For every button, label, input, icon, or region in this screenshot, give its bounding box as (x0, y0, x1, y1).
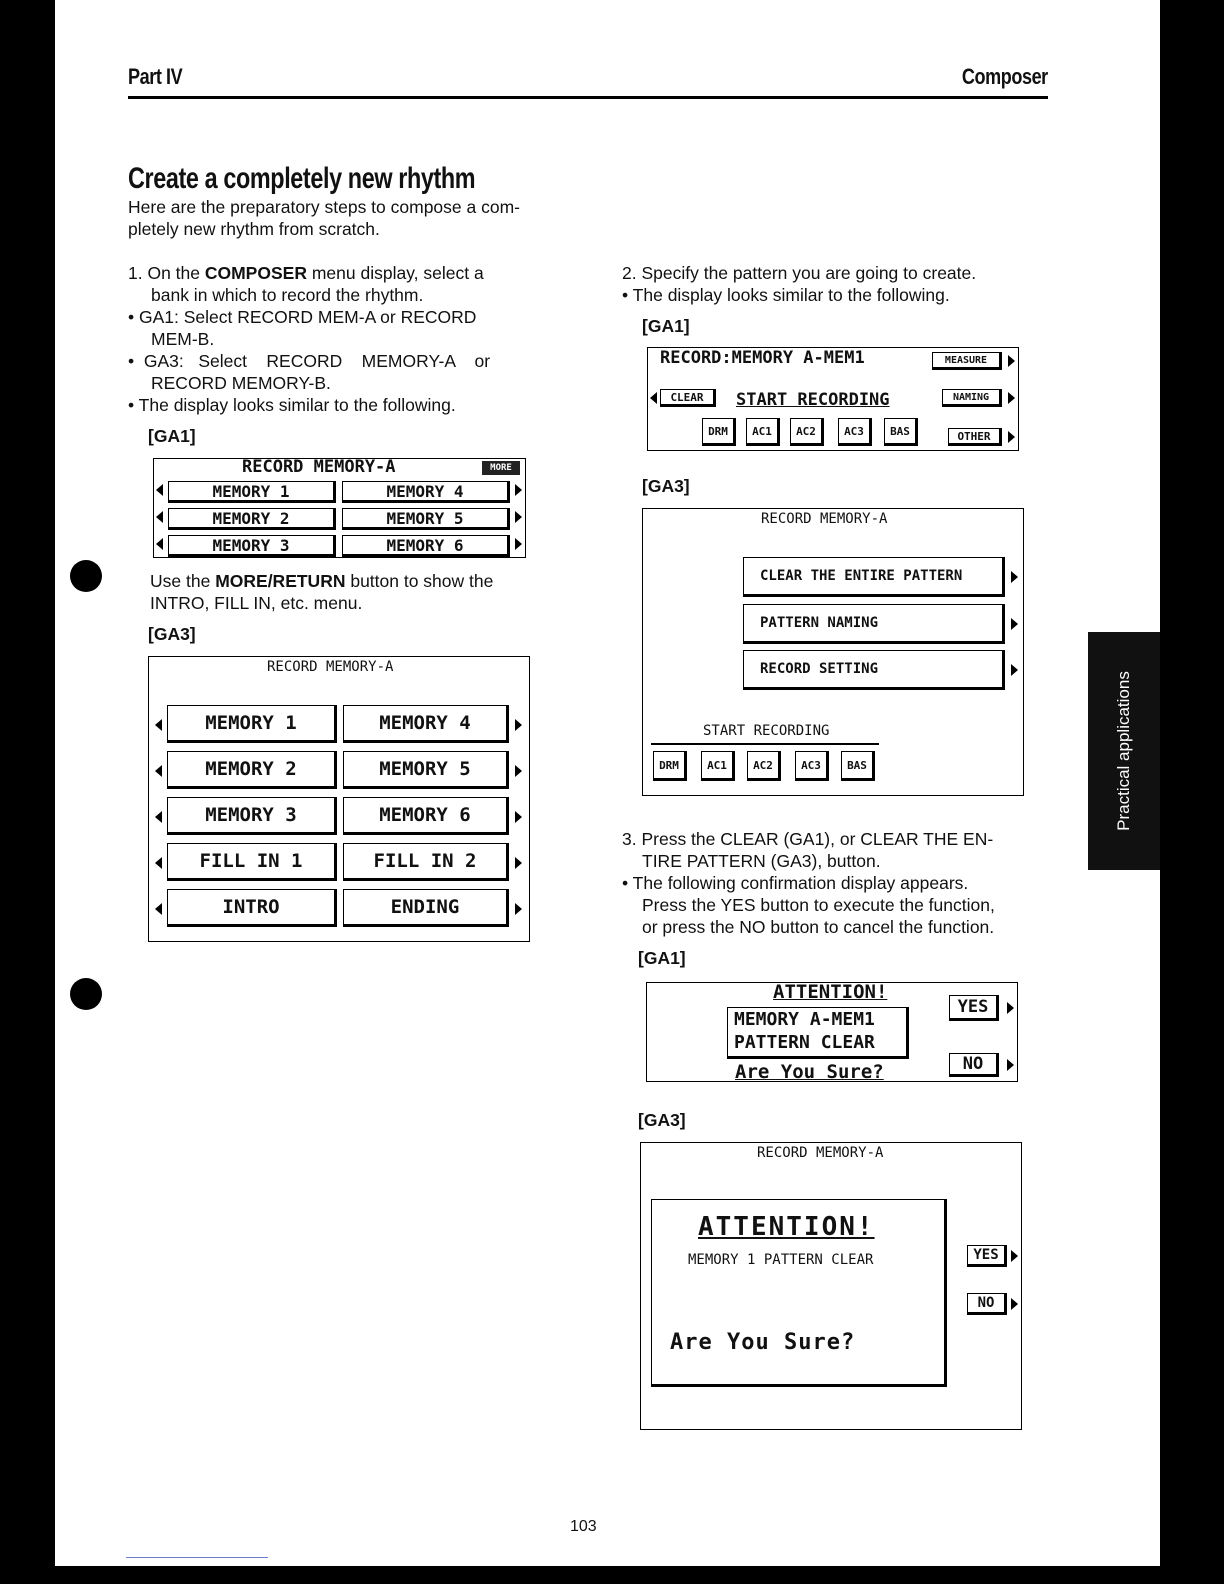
ga1-start-recording: START RECORDING (736, 390, 890, 410)
ga1-memory-display (153, 458, 526, 558)
ga1-attention-question: Are You Sure? (735, 1061, 884, 1083)
step3-line-1: 3. Press the CLEAR (GA1), or CLEAR THE EN- (622, 829, 994, 849)
ga3-rec-arrow-1 (1011, 571, 1018, 583)
ga3-arrow-right-4 (515, 857, 522, 869)
ga3-rec-arrow-3 (1011, 664, 1018, 676)
ga3-attention-display (640, 1142, 1022, 1430)
clear-button[interactable]: CLEAR (660, 389, 716, 407)
naming-arrow (1008, 392, 1015, 404)
ga3-memory-1-button[interactable]: MEMORY 1 (167, 705, 337, 743)
ga1-part-ac1-button[interactable]: AC1 (746, 418, 780, 446)
ga3-yes-arrow (1011, 1250, 1018, 1262)
ga1-memory-2-button[interactable]: MEMORY 2 (168, 508, 336, 530)
label-ga3-mem: [GA3] (148, 624, 196, 644)
ga3-arrow-left-1 (155, 719, 162, 731)
ga1-mem-title: RECORD MEMORY-A (242, 457, 396, 477)
ga3-part-bas-button[interactable]: BAS (841, 751, 875, 781)
ga1-no-arrow (1007, 1059, 1014, 1071)
ga3-attention-question: Are You Sure? (670, 1330, 856, 1355)
binder-hole-top (70, 560, 102, 592)
ga3-start-recording: START RECORDING (703, 723, 830, 739)
ga3-attention-message: MEMORY 1 PATTERN CLEAR (688, 1252, 874, 1268)
ga1-yes-button[interactable]: YES (949, 995, 999, 1021)
ga3-memory-3-button[interactable]: MEMORY 3 (167, 797, 337, 835)
ga1-arrow-left-1 (156, 484, 163, 496)
record-setting-button[interactable]: RECORD SETTING (743, 650, 1005, 690)
ga3-part-ac1-button[interactable]: AC1 (701, 751, 735, 781)
ga3-arrow-right-3 (515, 811, 522, 823)
ga3-no-arrow (1011, 1298, 1018, 1310)
label-ga1-rec: [GA1] (642, 316, 690, 336)
ga3-arrow-left-5 (155, 903, 162, 915)
chapter-side-tab (1088, 632, 1160, 870)
pattern-naming-button[interactable]: PATTERN NAMING (743, 604, 1005, 644)
label-ga1-att: [GA1] (638, 948, 686, 968)
clear-entire-pattern-button[interactable]: CLEAR THE ENTIRE PATTERN (743, 557, 1005, 597)
more-button[interactable]: MORE (482, 461, 520, 475)
measure-button[interactable]: MEASURE (932, 352, 1002, 370)
ga1-arrow-left-2 (156, 511, 163, 523)
ga1-arrow-right-1 (515, 484, 522, 496)
ga1-yes-arrow (1007, 1002, 1014, 1014)
ga3-arrow-left-3 (155, 811, 162, 823)
ga1-attention-line-1: MEMORY A-MEM1 (734, 1009, 875, 1030)
ga1-part-drm-button[interactable]: DRM (702, 418, 736, 446)
scan-line-artifact (126, 1557, 268, 1558)
ga3-rec-arrow-2 (1011, 618, 1018, 630)
ga3-memory-display (148, 656, 530, 942)
ga3-arrow-right-2 (515, 765, 522, 777)
ga3-arrow-right-1 (515, 719, 522, 731)
ga1-attention-display (646, 982, 1018, 1082)
ga3-arrow-left-4 (155, 857, 162, 869)
ga3-rec-title: RECORD MEMORY-A (761, 511, 888, 527)
ga1-attention-title: ATTENTION! (773, 981, 888, 1003)
header-chapter: Composer (962, 64, 1048, 89)
step1-line-7: • The display looks similar to the following. (128, 395, 456, 415)
page-number: 103 (570, 1518, 597, 1535)
scan-edge-bottom (0, 1566, 1224, 1584)
ga1-attention-message-box (727, 1007, 909, 1059)
ga1-arrow-right-3 (515, 538, 522, 550)
ga3-intro-button[interactable]: INTRO (167, 889, 337, 927)
intro-line-2: pletely new rhythm from scratch. (128, 219, 380, 239)
ga3-att-title: RECORD MEMORY-A (757, 1145, 884, 1161)
naming-button[interactable]: NAMING (942, 389, 1002, 407)
ga3-fill-in-2-button[interactable]: FILL IN 2 (343, 843, 509, 881)
other-button[interactable]: OTHER (948, 428, 1002, 446)
step1-line-1: 1. On the COMPOSER menu display, select a (128, 263, 484, 283)
step2-line-1: 2. Specify the pattern you are going to create. (622, 263, 977, 283)
ga3-attention-heading: ATTENTION! (698, 1212, 875, 1242)
label-ga3-att: [GA3] (638, 1110, 686, 1130)
ga3-no-button[interactable]: NO (967, 1293, 1007, 1315)
ga1-attention-line-2: PATTERN CLEAR (734, 1032, 875, 1053)
binder-hole-bottom (70, 978, 102, 1010)
ga3-memory-6-button[interactable]: MEMORY 6 (343, 797, 509, 835)
measure-arrow (1008, 355, 1015, 367)
ga3-memory-4-button[interactable]: MEMORY 4 (343, 705, 509, 743)
step3-line-3: • The following confirmation display appears. (622, 873, 969, 893)
ga1-record-display (647, 347, 1019, 451)
ga3-part-drm-button[interactable]: DRM (653, 751, 687, 781)
side-tab-label: Practical applications (1114, 671, 1133, 831)
label-ga1-mem: [GA1] (148, 426, 196, 446)
ga1-memory-1-button[interactable]: MEMORY 1 (168, 481, 336, 503)
more-note-line-1: Use the MORE/RETURN button to show the (150, 571, 494, 591)
label-ga3-rec: [GA3] (642, 476, 690, 496)
ga3-mem-title: RECORD MEMORY-A (267, 659, 394, 675)
step3-line-4: Press the YES button to execute the function, (642, 895, 995, 915)
ga3-yes-button[interactable]: YES (967, 1245, 1007, 1267)
start-recording-rule (651, 743, 879, 745)
step3-line-2: TIRE PATTERN (GA3), button. (642, 851, 881, 871)
step1-line-2: bank in which to record the rhythm. (151, 285, 424, 305)
ga1-arrow-right-2 (515, 511, 522, 523)
ga1-part-ac2-button[interactable]: AC2 (790, 418, 824, 446)
header-rule (128, 96, 1048, 99)
ga3-memory-2-button[interactable]: MEMORY 2 (167, 751, 337, 789)
intro-line-1: Here are the preparatory steps to compose a com- (128, 197, 520, 217)
ga1-memory-5-button[interactable]: MEMORY 5 (342, 508, 510, 530)
more-note-line-2: INTRO, FILL IN, etc. menu. (150, 593, 363, 613)
ga3-part-ac2-button[interactable]: AC2 (747, 751, 781, 781)
ga1-memory-4-button[interactable]: MEMORY 4 (342, 481, 510, 503)
ga1-rec-title: RECORD:MEMORY A-MEM1 (660, 348, 865, 368)
step1-line-4: MEM-B. (151, 329, 215, 349)
section-title: Create a completely new rhythm (128, 162, 476, 195)
ga1-memory-3-button[interactable]: MEMORY 3 (168, 535, 336, 557)
step2-line-2: • The display looks similar to the following. (622, 285, 950, 305)
ga3-arrow-right-5 (515, 903, 522, 915)
step1-line-6: RECORD MEMORY-B. (151, 373, 331, 393)
clear-arrow (650, 392, 657, 404)
ga3-memory-5-button[interactable]: MEMORY 5 (343, 751, 509, 789)
ga3-part-ac3-button[interactable]: AC3 (795, 751, 829, 781)
ga3-ending-button[interactable]: ENDING (343, 889, 509, 927)
step1-line-5: • GA3: Select RECORD MEMORY-A or (128, 351, 491, 371)
ga3-record-display (642, 508, 1024, 796)
header-part: Part IV (128, 64, 183, 89)
step3-line-5: or press the NO button to cancel the function. (642, 917, 995, 937)
ga1-memory-6-button[interactable]: MEMORY 6 (342, 535, 510, 557)
ga3-attention-dialog (651, 1199, 947, 1387)
ga1-part-ac3-button[interactable]: AC3 (838, 418, 872, 446)
other-arrow (1008, 431, 1015, 443)
scan-edge-right (1160, 0, 1224, 1584)
step1-line-3: • GA1: Select RECORD MEM-A or RECORD (128, 307, 477, 327)
ga1-arrow-left-3 (156, 538, 163, 550)
scan-edge-left (0, 0, 55, 1584)
ga3-arrow-left-2 (155, 765, 162, 777)
ga1-part-bas-button[interactable]: BAS (884, 418, 918, 446)
ga3-fill-in-1-button[interactable]: FILL IN 1 (167, 843, 337, 881)
ga1-no-button[interactable]: NO (949, 1053, 999, 1077)
